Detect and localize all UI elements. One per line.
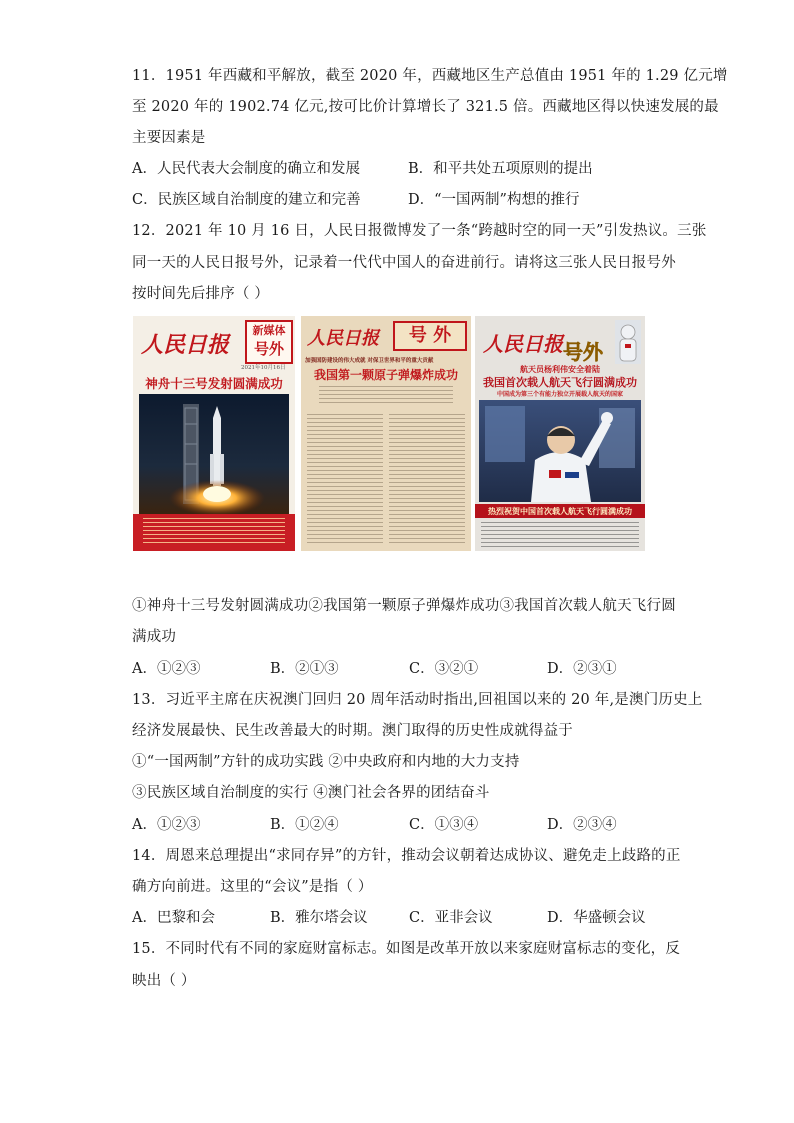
- newspaper-extras-image: [133, 316, 645, 551]
- q13-statements-1: ①“一国两制”方针的成功实践 ②中央政府和内地的大力支持: [132, 754, 520, 770]
- q11-line-2: 至 2020 年的 1902.74 亿元,按可比价计算增长了 321.5 倍。西藏地区得以快速发展的最: [132, 99, 719, 115]
- q12-option-b[interactable]: B．②①③: [270, 661, 339, 677]
- column-right: [389, 414, 465, 544]
- q11-line-3: 主要因素是: [132, 130, 206, 146]
- q14-option-a[interactable]: A．巴黎和会: [132, 910, 215, 926]
- q12-statement-line-2: 满成功: [132, 629, 177, 645]
- subline: 中国成为第三个有能力独立开展载人航天的国家: [496, 391, 623, 398]
- caption-text: [143, 518, 285, 546]
- q12-option-d[interactable]: D．②③①: [547, 661, 617, 677]
- q13-statements-2: ③民族区域自治制度的实行 ④澳门社会各界的团结奋斗: [132, 785, 490, 801]
- q12-line-1: 12．2021 年 10 月 16 日，人民日报微博发了一条“跨越时空的同一天”引发热议。三张: [132, 223, 707, 239]
- bottom-banner: 热烈祝贺中国首次载人航天飞行圆满成功: [475, 504, 645, 518]
- q11-line-1: 11．1951 年西藏和平解放，截至 2020 年，西藏地区生产总值由 1951 年的 1.29 亿元增: [132, 68, 728, 84]
- headline: 我国首次载人航天飞行圆满成功: [483, 376, 637, 389]
- newspaper-manned-spaceflight: [475, 316, 645, 551]
- q13-option-b[interactable]: B．①②④: [270, 817, 339, 833]
- q13-line-1: 13．习近平主席在庆祝澳门回归 20 周年活动时指出,回祖国以来的 20 年,是澳门历史上: [132, 692, 703, 708]
- q11-option-a[interactable]: A．人民代表大会制度的确立和发展: [132, 161, 360, 177]
- rocket-launch-photo: [139, 394, 289, 514]
- subhead: 加强国防建设的伟大成就 对保卫世界和平的重大贡献: [305, 358, 434, 364]
- masthead: 人民日报: [307, 328, 379, 349]
- q11-option-c[interactable]: C．民族区域自治制度的建立和完善: [132, 192, 361, 208]
- q13-option-c[interactable]: C．①③④: [409, 817, 479, 833]
- q11-option-d[interactable]: D．“一国两制”构想的推行: [408, 192, 580, 208]
- q14-option-d[interactable]: D．华盛顿会议: [547, 910, 646, 926]
- badge-line-1: 新媒体: [252, 324, 286, 337]
- extra-badge: 号外: [563, 340, 603, 364]
- astronaut-waving-photo: [479, 400, 641, 502]
- badge-line-2: 号外: [253, 340, 284, 358]
- astronaut-portrait: [615, 320, 641, 364]
- q12-option-a[interactable]: A．①②③: [132, 661, 201, 677]
- q11-option-b[interactable]: B．和平共处五项原则的提出: [408, 161, 593, 177]
- q12-option-c[interactable]: C．③②①: [409, 661, 479, 677]
- subhead: 航天员杨利伟安全着陆: [520, 364, 600, 374]
- q12-line-3: 按时间先后排序（ ）: [132, 286, 270, 302]
- q15-line-1: 15．不同时代有不同的家庭财富标志。如图是改革开放以来家庭财富标志的变化，反: [132, 941, 681, 957]
- newspaper-shenzhou-13: [133, 316, 295, 551]
- q15-line-2: 映出（ ）: [132, 973, 196, 989]
- extra-badge: [245, 320, 293, 364]
- extra-badge: 号 外: [393, 321, 467, 351]
- masthead: 人民日报: [483, 332, 563, 356]
- q14-line-1: 14．周恩来总理提出“求同存异”的方针，推动会议朝着达成协议、避免走上歧路的正: [132, 848, 681, 864]
- q14-option-b[interactable]: B．雅尔塔会议: [270, 910, 368, 926]
- q13-option-a[interactable]: A．①②③: [132, 817, 201, 833]
- q14-option-c[interactable]: C．亚非会议: [409, 910, 493, 926]
- q13-line-2: 经济发展最快、民生改善最大的时期。澳门取得的历史性成就得益于: [132, 723, 573, 739]
- q14-line-2: 确方向前进。这里的“会议”是指（ ）: [132, 879, 373, 895]
- q13-option-d[interactable]: D．②③④: [547, 817, 617, 833]
- column-left: [307, 414, 383, 544]
- headline: 我国第一颗原子弹爆炸成功: [313, 368, 458, 382]
- bottom-text: [481, 522, 639, 548]
- masthead: 人民日报: [141, 332, 230, 358]
- q12-line-2: 同一天的人民日报号外，记录着一代代中国人的奋进前行。请将这三张人民日报号外: [132, 255, 676, 271]
- newspaper-atomic-bomb: [301, 316, 471, 551]
- q12-statement-line-1: ①神舟十三号发射圆满成功②我国第一颗原子弹爆炸成功③我国首次载人航天飞行圆: [132, 598, 676, 614]
- lead-text: [319, 386, 453, 406]
- paper-date: 2021年10月16日: [241, 365, 286, 371]
- headline: 神舟十三号发射圆满成功: [145, 376, 283, 391]
